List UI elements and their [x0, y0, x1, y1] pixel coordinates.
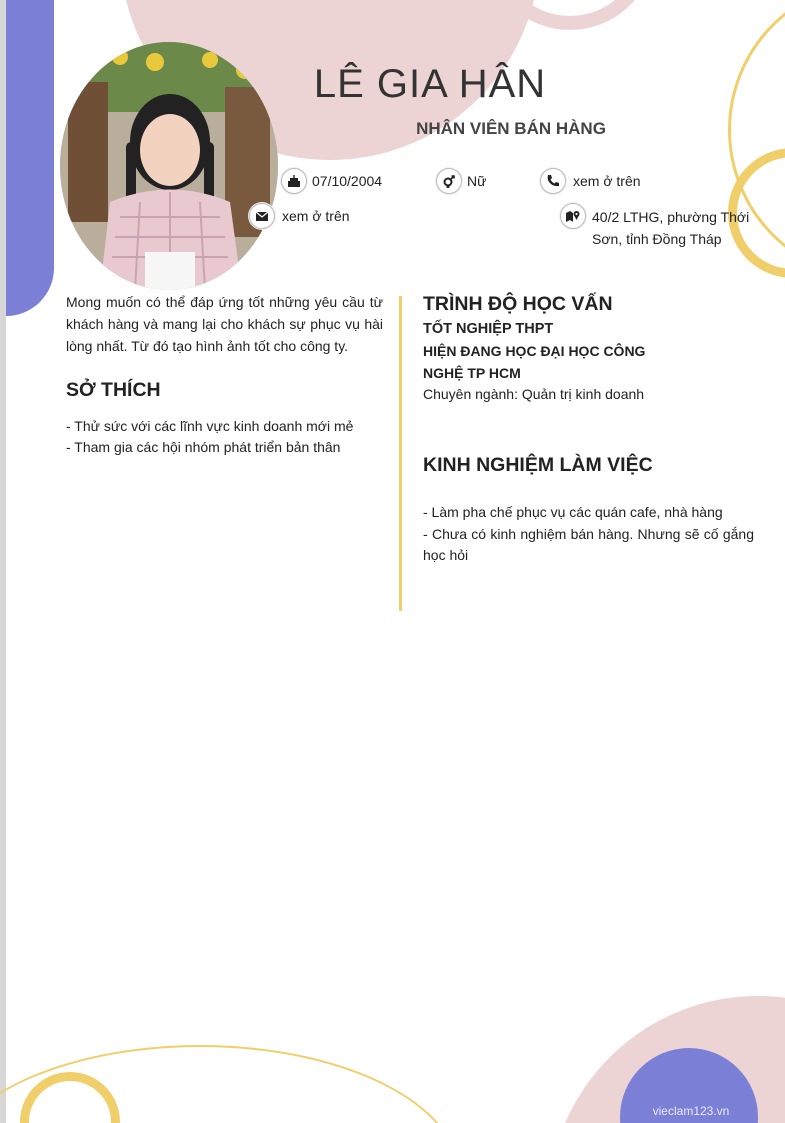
birthday-value: 07/10/2004 [312, 173, 383, 189]
profile-photo [60, 42, 278, 290]
hobbies-list [66, 416, 386, 458]
gender-value: Nữ [467, 173, 487, 189]
education-major: Chuyên ngành: Quản trị kinh doanh [423, 386, 645, 402]
profile-photo-illustration [60, 42, 278, 290]
map-pin-icon [560, 203, 586, 229]
candidate-name: LÊ GIA HÂN [313, 62, 547, 106]
career-objective: Mong muốn có thể đáp ứng tốt những yêu cầu từ khách hàng và mang lại cho khách sự phục vụ hài lòng nhất. Từ đó tạo hình ảnh tốt cho công ty. [66, 294, 383, 354]
hobby-item: - Thử sức với các lĩnh vực kinh doanh mới mẻ [66, 418, 354, 434]
mail-icon [249, 203, 275, 229]
education-heading: TRÌNH ĐỘ HỌC VẤN [423, 293, 613, 315]
address-value [592, 206, 749, 250]
education-line-1: TỐT NGHIỆP THPT [423, 321, 554, 337]
education-details [423, 318, 754, 406]
education-line-3: NGHỆ TP HCM [423, 365, 521, 381]
hobbies-heading: SỞ THÍCH [66, 379, 161, 401]
address-line-1: 40/2 LTHG, phường Thới [592, 209, 750, 225]
education-line-2: HIỆN ĐANG HỌC ĐẠI HỌC CÔNG [423, 343, 646, 359]
cake-icon [281, 168, 307, 194]
gender-icon [436, 168, 462, 194]
phone-value: xem ở trên [573, 173, 641, 189]
job-title: NHÂN VIÊN BÁN HÀNG [416, 119, 606, 138]
experience-heading: KINH NGHIỆM LÀM VIỆC [423, 454, 653, 476]
column-divider [399, 296, 402, 611]
experience-list [423, 502, 754, 567]
brand-watermark: vieclam123.vn [652, 1104, 730, 1118]
email-value: xem ở trên [282, 208, 350, 224]
phone-icon [540, 168, 566, 194]
experience-item: - Làm pha chế phục vụ các quán cafe, nhà hàng [423, 504, 723, 520]
purple-decor-band [6, 0, 54, 316]
hobby-item: - Tham gia các hội nhóm phát triển bản thân [66, 439, 341, 455]
experience-item: - Chưa có kinh nghiệm bán hàng. Nhưng sẽ cố gắng học hỏi [423, 525, 754, 563]
address-line-2: Sơn, tỉnh Đồng Tháp [592, 231, 722, 247]
